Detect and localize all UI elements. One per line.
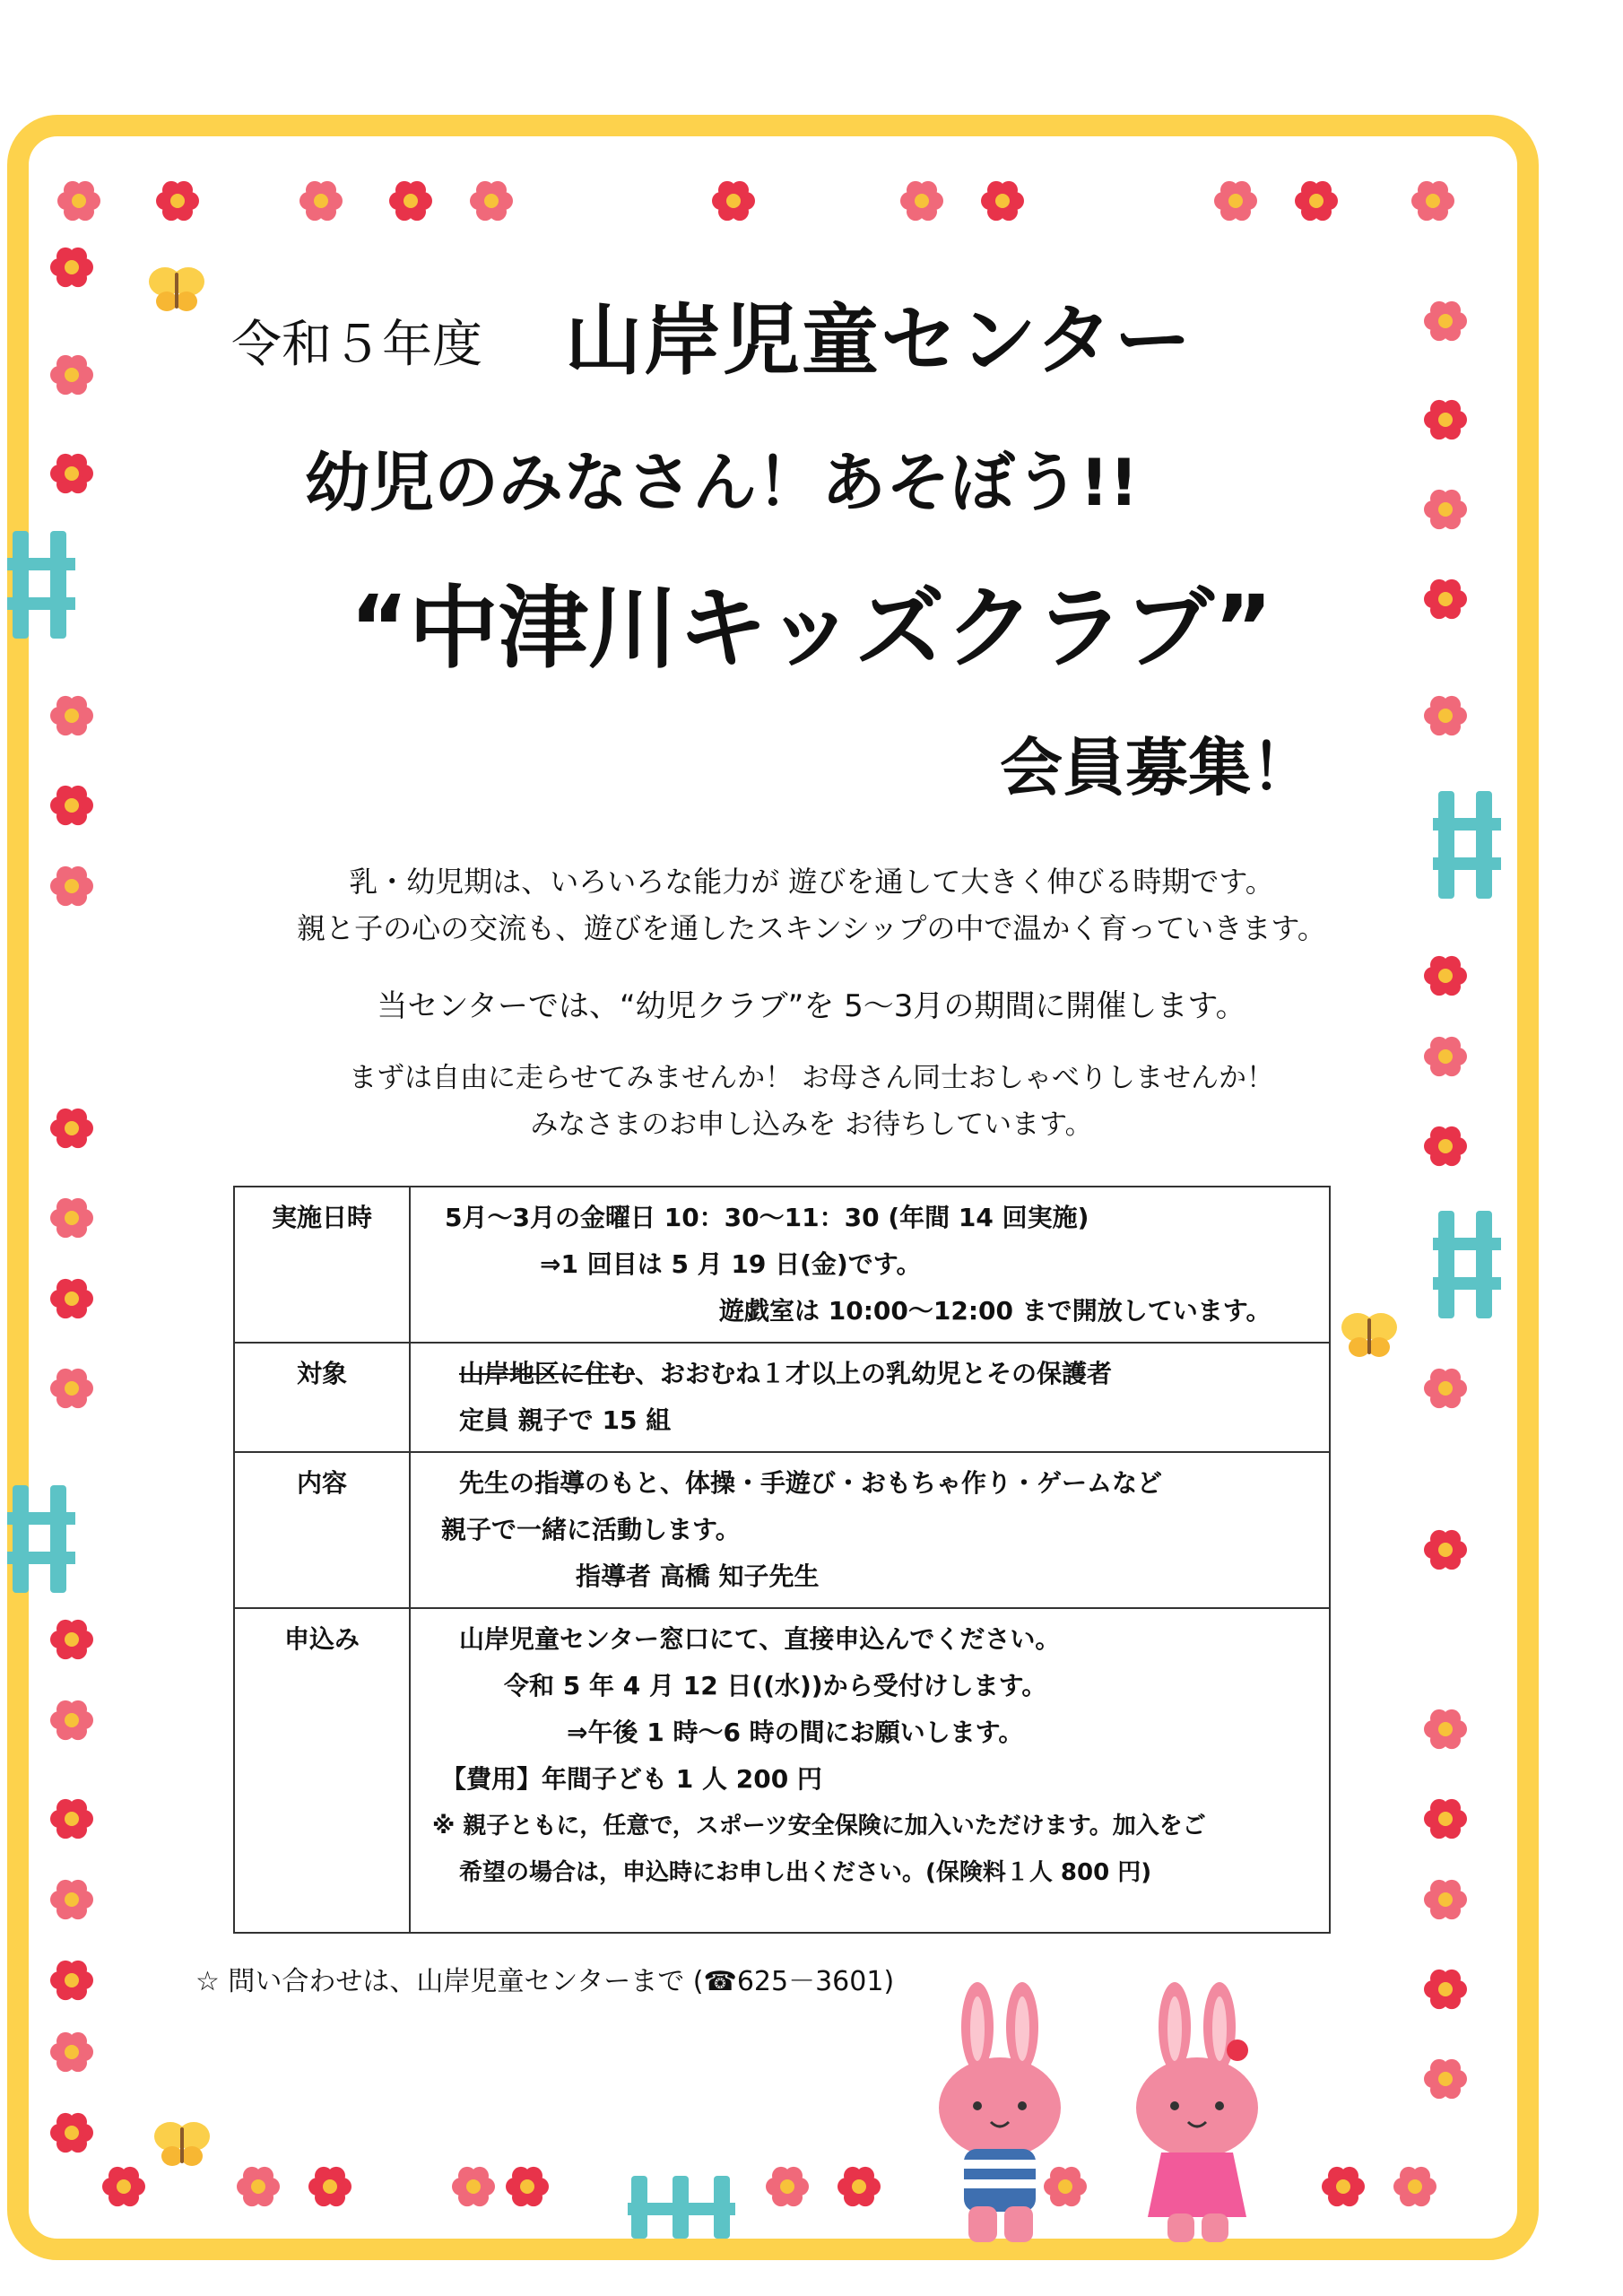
bunny-girl (1112, 1982, 1291, 2255)
flower-icon (1420, 296, 1471, 346)
struck-text: 山岸地区に住む (459, 1359, 636, 1388)
butterfly-icon (145, 262, 208, 316)
row-content (410, 1452, 1330, 1608)
flower-icon (47, 2108, 97, 2158)
flower-icon (977, 176, 1028, 226)
flower-icon (47, 350, 97, 400)
flower-icon (47, 691, 97, 741)
flower-icon (47, 1193, 97, 1243)
row-label: 実施日時 (234, 1187, 410, 1343)
flower-icon (708, 176, 759, 226)
club-name: “中津川キッズクラブ” (350, 576, 1273, 681)
row-label: 内容 (234, 1452, 410, 1608)
flower-icon (47, 1955, 97, 2005)
flower-icon (47, 1695, 97, 1745)
flower-icon (1211, 176, 1261, 226)
apply-line-6: 希望の場合は，申込時にお申し出ください。(保険料１人 800 円) (459, 1859, 1152, 1886)
flower-icon (1408, 176, 1458, 226)
target-text: 、おおむね１才以上の乳幼児とその保護者 (635, 1359, 1113, 1388)
flower-icon (47, 2027, 97, 2077)
fence-icon (7, 1485, 75, 1596)
flower-icon (1291, 176, 1341, 226)
table-row (234, 1343, 1330, 1452)
contact-info: ☆ 問い合わせは、山岸児童センターまで (☎625－3601) (195, 1966, 895, 1997)
apply-line-1: 山岸児童センター窓口にて、直接申込んでください。 (459, 1624, 1061, 1654)
bunny-boy (915, 1982, 1094, 2255)
row-label: 申込み (234, 1608, 410, 1933)
flower-icon (47, 780, 97, 831)
table-row (234, 1452, 1330, 1608)
intro-line-3: 当センターでは、“幼児クラブ”を 5～3月の期間に開催します。 (377, 988, 1246, 1024)
target-line-2: 定員 親子で 15 組 (459, 1405, 672, 1435)
flower-icon (47, 1274, 97, 1324)
flower-icon (47, 1794, 97, 1844)
flower-icon (834, 2161, 884, 2212)
flower-icon (386, 176, 436, 226)
flower-icon (1420, 1874, 1471, 1925)
content-line-1: 先生の指導のもと、体操・手遊び・おもちゃ作り・ゲームなど (459, 1468, 1163, 1498)
center-name: 山岸児童センター (565, 296, 1193, 386)
flower-icon (762, 2161, 812, 2212)
table-row (234, 1187, 1330, 1343)
flower-icon (47, 1874, 97, 1925)
flower-icon (1318, 2161, 1368, 2212)
flower-icon (1420, 1525, 1471, 1575)
flower-icon (466, 176, 516, 226)
flower-icon (897, 176, 947, 226)
subtitle: 幼児のみなさん！あそぼう!! (305, 445, 1139, 520)
flower-icon (47, 242, 97, 292)
butterfly-icon (1338, 1308, 1401, 1361)
flower-icon (152, 176, 203, 226)
intro-line-5: みなさまのお申し込みを お待ちしています。 (530, 1109, 1093, 1141)
flower-icon (448, 2161, 499, 2212)
target-line-1 (423, 1351, 1316, 1397)
flower-icon (1420, 1704, 1471, 1754)
apply-line-3: ⇒午後 1 時～6 時の間にお願いします。 (567, 1718, 1024, 1747)
fence-icon (7, 531, 75, 642)
apply-line-2: 令和 5 年 4 月 12 日((水))から受付けします。 (504, 1671, 1047, 1700)
schedule-line-2: ⇒1 回目は 5 月 19 日(金)です。 (540, 1249, 922, 1279)
content-line-2: 親子で一緒に活動します。 (441, 1515, 741, 1544)
flower-icon (47, 448, 97, 499)
flower-icon (54, 176, 104, 226)
flower-icon (1420, 395, 1471, 445)
flower-icon (1390, 2161, 1440, 2212)
flower-icon (1420, 484, 1471, 535)
schedule-line-3: 遊戯室は 10:00～12:00 まで開放しています。 (719, 1296, 1271, 1326)
intro-line-4: まずは自由に走らせてみませんか！ お母さん同士おしゃべりしませんか！ (349, 1062, 1274, 1094)
schedule-line-1: 5月～3月の金曜日 10：30～11：30 (年間 14 回実施) (445, 1203, 1089, 1232)
intro-line-2: 親と子の心の交流も、遊びを通したスキンシップの中で温かく育っていきます。 (297, 911, 1326, 945)
flower-icon (502, 2161, 552, 2212)
fence-icon (628, 2170, 735, 2242)
flower-icon (1420, 1964, 1471, 2014)
table-row (234, 1608, 1330, 1933)
fiscal-year: 令和５年度 (231, 316, 482, 374)
info-table (233, 1186, 1331, 1934)
apply-line-5: ※ 親子ともに，任意で，スポーツ安全保険に加入いただけます。加入をご (432, 1813, 1206, 1839)
flower-icon (233, 2161, 283, 2212)
butterfly-icon (151, 2117, 213, 2170)
flower-icon (1420, 1363, 1471, 1413)
flower-icon (1420, 691, 1471, 741)
apply-line-4: 【費用】年間子ども 1 人 200 円 (441, 1764, 822, 1794)
row-content (410, 1187, 1330, 1343)
flower-icon (1420, 2054, 1471, 2104)
fence-icon (1433, 1211, 1501, 1322)
row-label: 対象 (234, 1343, 410, 1452)
flower-icon (305, 2161, 355, 2212)
intro-line-1: 乳・幼児期は、いろいろな能力が 遊びを通して大きく伸びる時期です。 (349, 865, 1274, 899)
row-content (410, 1343, 1330, 1452)
flower-icon (47, 1363, 97, 1413)
flower-icon (47, 1614, 97, 1665)
flower-icon (1420, 1794, 1471, 1844)
content-line-3: 指導者 高橋 知子先生 (576, 1561, 820, 1591)
recruit-heading: 会員募集！ (1000, 731, 1314, 804)
flower-icon (99, 2161, 149, 2212)
row-content (410, 1608, 1330, 1933)
flower-icon (296, 176, 346, 226)
flower-icon (1420, 574, 1471, 624)
